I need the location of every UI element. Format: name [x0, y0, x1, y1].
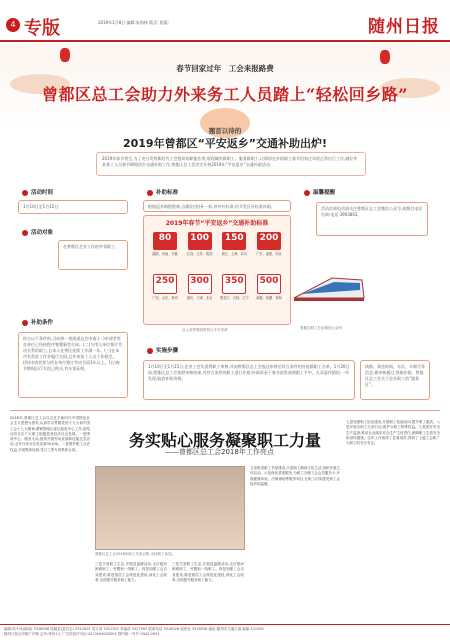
subsidy-amount: 150	[222, 232, 246, 250]
subsidy-item	[185, 274, 215, 316]
group-photo	[95, 466, 245, 550]
label-conditions-text: 补助条件	[31, 320, 54, 326]
target-box: 在曾都区企业工作的外省职工。	[58, 240, 128, 270]
subsidy-amount: 300	[188, 274, 212, 294]
bullet-icon	[22, 190, 28, 196]
article-column-3: 五是推进职工书屋建设,丰富职工精神文化生活,组织开展文体活动。六是深化普惠服务,为职工办理工会会员服务卡,开展健康体检、法律援助等服务项目,让职工切实感受到工会组织的温暖。	[250, 466, 340, 486]
subsidy-item	[254, 232, 284, 274]
label-time-text: 活动时间	[31, 190, 54, 196]
subsidy-region: 新疆、西藏、青海	[256, 296, 282, 300]
footer	[0, 624, 450, 640]
subsidy-region: 广东、福建、河北	[256, 252, 282, 256]
subsidy-row-1	[150, 232, 284, 274]
issue-meta: 2019年1月8日 编辑:朱海林 版式: 组版:	[98, 20, 170, 25]
page-number: 4	[6, 18, 20, 32]
bullet-icon	[304, 190, 310, 196]
article-subtitle: ——曾都区总工会2018年工作亮点	[165, 448, 274, 456]
label-conditions	[18, 318, 57, 328]
subsidy-region: 重庆、天津、北京	[186, 296, 213, 300]
subsidy-region: 浙江、上海、四川	[221, 252, 248, 256]
article-column-1: 2018年,曾都区总工会以习近平新时代中国特色社会主义思想为指导,认真学习贯彻党的十九大和中国工会十七大精神,紧紧围绕区委区政府中心工作,团结动员全区广大职工积极投身经济社会发展。一是围绕中心、服务大局,组织开展劳动竞赛和技能比武活动,全年共举办各类竞赛30余场。二是维护职工合法权益,开展集体协商,签订工资专项集体合同。	[10, 416, 90, 452]
qr-caption: 曾都区职工总会微信公众号	[300, 326, 342, 330]
subsidy-item	[219, 232, 249, 274]
photo-caption: 曾都区总工会2018年职工代表合影,全体职工参加。	[95, 552, 176, 556]
footer-line-2: 随州日报社印刷厂印刷 定价:每份1元 广告经营许可证:4213004000001 国内统一刊号 CN42-0051	[4, 632, 160, 636]
subsidy-amount: 500	[257, 274, 281, 294]
label-standard-text: 补助标准	[156, 190, 179, 196]
bullet-icon	[22, 320, 28, 326]
bullet-icon	[147, 190, 153, 196]
subsidy-amount: 250	[153, 274, 177, 294]
lantern-icon	[60, 48, 70, 62]
panel-caption: 以上条件需同时符合才可申请	[182, 328, 228, 332]
article-headline: 务实贴心服务凝聚职工力量	[128, 431, 321, 450]
subsidy-region: 广西、山东、贵州	[152, 296, 178, 300]
conditions-box: 符合以下条件的,可向曾一类街道总会申请:(一)申请者所在单位已经按程序签署新型合同。(二)与用人单位签订劳动关系的职工,且本人在曾区连续工作满一年。(三)在本市有常驻工作并履行合同,且外来务工人员工作稳定。(四)申请者须与所在单位签订劳动合同1年以上。(五)春节期间出行车次已购买,有车票证明。	[18, 332, 128, 398]
bullet-icon	[147, 348, 153, 354]
article-column-2: 三是关爱职工生活,开展送温暖活动,走访慰问困难职工、劳模和一线职工。四是加强工会自身建设,推进基层工会规范化建设,深化工会改革,全面提升服务职工能力。	[95, 562, 167, 582]
tip-box: 活动咨询电话请关注曾都区总工会微信公众号,或拨打电话咨询:电话 3903863。	[316, 202, 428, 236]
subhead-line1: 翘首以待的	[208, 127, 242, 135]
subsidy-panel-title: 2019年春节“平安返乡”交通补助标准	[165, 220, 269, 227]
subsidy-item	[219, 274, 249, 316]
section-title: 专版	[24, 18, 60, 39]
label-tip	[300, 188, 339, 198]
lantern-icon	[380, 50, 390, 64]
bullet-icon	[22, 230, 28, 236]
subhead-line2: 2019年曾都区“平安返乡”交通补助出炉!	[122, 137, 328, 150]
label-steps	[143, 346, 182, 356]
label-steps-text: 实施步骤	[156, 348, 179, 354]
train-illustration	[292, 268, 366, 308]
label-target-text: 活动对象	[31, 230, 54, 236]
time-box: 1月10日至1月15日	[18, 200, 128, 214]
subsidy-amount: 80	[153, 232, 177, 250]
subsidy-amount: 200	[257, 232, 281, 250]
subsidy-item	[150, 232, 180, 274]
steps-box: 1月10日至1月15日,企业工会负责将职工审核,并向曾都区总工会报送审核后符合条件的外省籍职工名单。1月20日前,曾都区总工会按照审核结果,对符合条件的职工进行补助;补助资金于春节前发放到职工手中。凡弄虚作假的,一经发现,取消补助资格。	[143, 360, 355, 400]
subsidy-item	[254, 274, 284, 316]
subsidy-amount: 100	[188, 232, 212, 250]
intro-box: 2019年春节将至,为了充分发挥新时代工会组织的职能作用,展现城市新职工、服务新职工,让滞留在外的职工春节回家过年的正常出行工作,做好外来务工人员春节期间回乡交通补助工作,曾都区总工会决定开展2019年“平安返乡”交通补助活动。	[96, 152, 366, 176]
right-note-box: 线路、乘坐时间、车次、车厢号等信息,被审核通过,领取补助。曾都区总工会关于企业职工的“服务区”。	[360, 360, 430, 400]
subsidy-row-2	[150, 274, 284, 316]
article-column-4: 七是加强职工队伍建设,开展职工技能培训,提升职工素质。八是开展女职工关爱行动,维护女职工特殊权益。九是抓好安全生产监督,推动企业落实安全生产主体责任,保障职工生命安全和身体健康。全年工作取得了显著成效,得到了上级工会和广大职工的充分肯定。	[346, 420, 440, 446]
subsidy-item	[150, 274, 180, 316]
hero-kicker: 春节回家过年 工会来报路费	[176, 64, 274, 73]
hero-headline: 曾都区总工会助力外来务工人员踏上“轻松回乡路”	[42, 85, 408, 104]
label-standard	[143, 188, 182, 198]
subsidy-item	[185, 232, 215, 274]
section-divider	[10, 410, 440, 411]
article-column-2b: 三是关爱职工生活,开展送温暖活动,走访慰问困难职工、劳模和一线职工。四是加强工会自身建设,推进基层工会规范化建设,深化工会改革,全面提升服务职工能力。	[172, 562, 244, 582]
standard-box: 根据返乡路程距离,自湖北(省)补一标,省外补标准,经开发区补标准补助。	[143, 200, 291, 212]
label-time	[18, 188, 57, 198]
label-tip-text: 温馨提醒	[313, 190, 336, 196]
subsidy-region: 湖南、河南、安徽	[152, 252, 178, 256]
footer-line-1: 编辑:郭小凤(新闻) 3318096 选稿室(委员会) 3312001 发行部 3321301 采编部 3327903 联系电话 3319026 值班室 3318036 地址:随州市交通大道 邮编 441300	[4, 627, 264, 631]
newspaper-logo: 随州日报	[368, 17, 440, 37]
subsidy-amount: 350	[222, 274, 246, 294]
subsidy-region: 黑龙江、吉林、辽宁	[219, 296, 249, 300]
subsidy-region: 江西、江苏、陕西	[186, 252, 213, 256]
label-target	[18, 228, 57, 238]
